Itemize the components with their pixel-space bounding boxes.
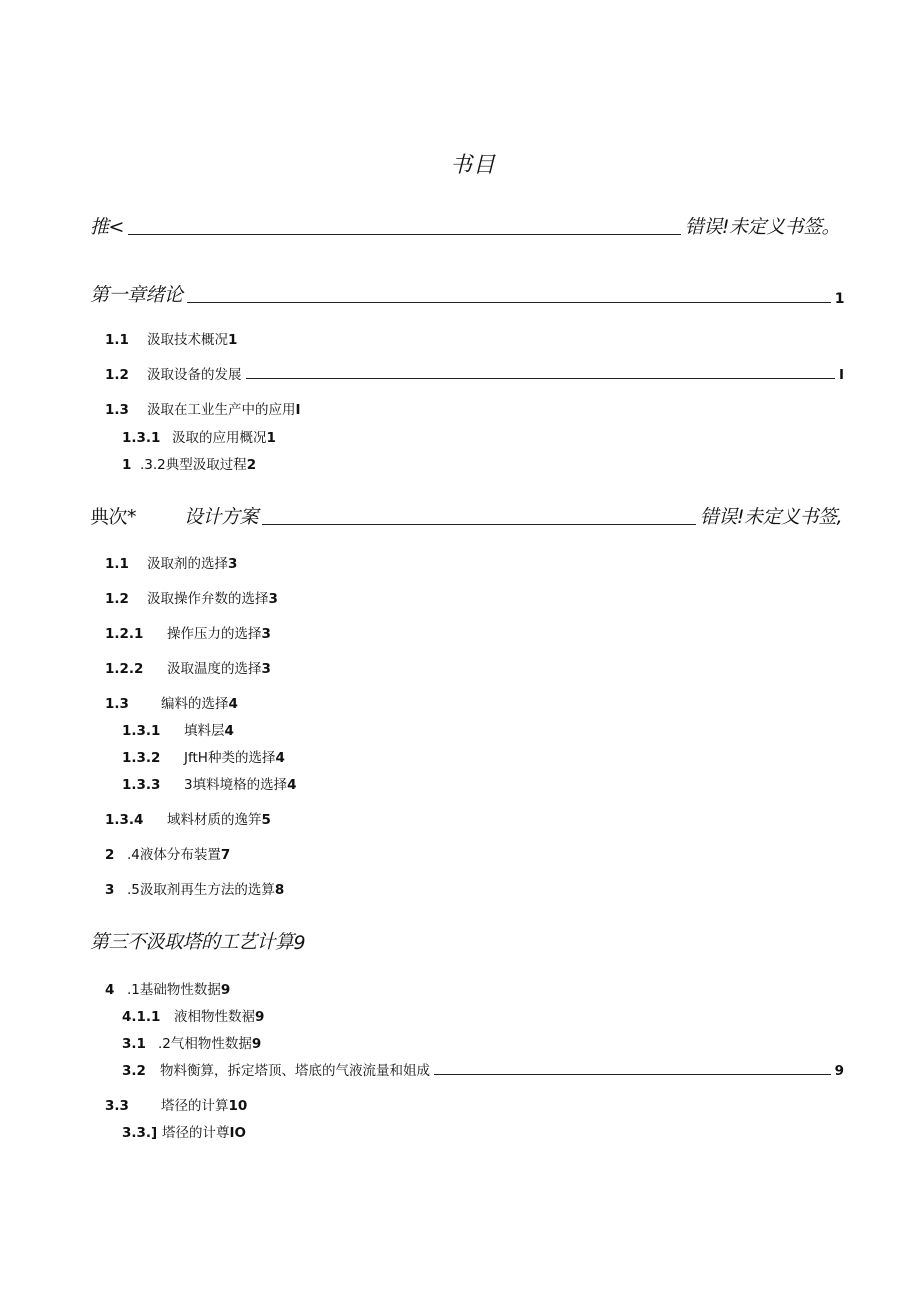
- toc-entry[interactable]: [105, 978, 230, 998]
- entry-text: .1基础物性数据: [127, 982, 221, 998]
- toc-entry[interactable]: [105, 328, 237, 348]
- toc-entry[interactable]: [105, 587, 278, 607]
- leader-line: [434, 1073, 831, 1075]
- toc-entry[interactable]: [105, 843, 230, 863]
- entry-text: 汲取剂的选择: [147, 556, 228, 572]
- toc-entry[interactable]: [105, 622, 271, 642]
- entry-number: 1: [122, 457, 132, 473]
- entry-text: 汲取的应用概况: [172, 430, 267, 446]
- toc-entry[interactable]: [122, 1032, 261, 1052]
- entry-text: 编料的选择: [161, 696, 229, 712]
- entry-page: 9: [220, 982, 231, 998]
- entry-page: 3: [261, 626, 271, 642]
- entry-page: 错误!未定义书签,: [699, 506, 842, 528]
- toc-entry-preface[interactable]: [90, 212, 840, 239]
- entry-number: 1.2.2: [105, 661, 144, 677]
- entry-text: 汲取操作弁数的选择: [147, 591, 269, 607]
- entry-page: I: [295, 402, 301, 418]
- leader-line: [187, 301, 831, 303]
- toc-entry-chapter-3[interactable]: [90, 927, 305, 954]
- toc-entry-chapter-2[interactable]: [90, 502, 842, 529]
- toc-entry[interactable]: [122, 1121, 246, 1141]
- entry-text: .2气相物性数据: [158, 1036, 252, 1052]
- entry-number: 1.1: [105, 332, 129, 348]
- entry-page: 10: [228, 1098, 248, 1114]
- entry-page: 9: [251, 1036, 262, 1052]
- toc-entry[interactable]: [105, 552, 237, 572]
- toc-entry[interactable]: [122, 1059, 844, 1079]
- entry-number: 3.2: [122, 1063, 146, 1079]
- entry-number: 1.3.2: [122, 750, 161, 766]
- entry-number: 1.3.3: [122, 777, 161, 793]
- entry-text: 填料层: [184, 723, 225, 739]
- entry-page: 5: [261, 812, 271, 828]
- toc-entry[interactable]: [105, 808, 271, 828]
- entry-text: 第三不汲取塔的工艺计算: [90, 931, 294, 953]
- toc-entry[interactable]: [122, 773, 297, 793]
- entry-page: 4: [287, 777, 297, 793]
- entry-number: 典次*: [90, 506, 137, 528]
- toc-entry[interactable]: [105, 878, 284, 898]
- entry-number: 1.1: [105, 556, 129, 572]
- entry-text: 推<: [90, 216, 124, 238]
- leader-line: [262, 523, 696, 525]
- toc-entry[interactable]: [122, 426, 276, 446]
- entry-text: 物料衡算，拆定塔顶、塔底的气液流量和姐成: [160, 1063, 430, 1079]
- entry-number: 1.2: [105, 591, 129, 607]
- leader-line: [128, 233, 681, 235]
- entry-page: 8: [274, 882, 285, 898]
- entry-number: 1.3: [105, 696, 129, 712]
- entry-text: 塔径的计算: [161, 1098, 229, 1114]
- entry-number: 3.3: [105, 1098, 129, 1114]
- entry-page: 9: [834, 1063, 844, 1079]
- toc-entry-chapter-1[interactable]: [90, 280, 844, 307]
- entry-number: 3.1: [122, 1036, 146, 1052]
- toc-entry[interactable]: [122, 1005, 264, 1025]
- entry-text: .3.2典型汲取过程: [140, 457, 247, 473]
- entry-page: 4: [228, 696, 238, 712]
- entry-number: 3: [105, 882, 115, 898]
- toc-entry[interactable]: [122, 453, 256, 473]
- entry-number: 1.3: [105, 402, 129, 418]
- entry-number: 4.1.1: [122, 1009, 161, 1025]
- entry-text: 域料材质的逸笄: [167, 812, 262, 828]
- entry-page: 3: [268, 591, 278, 607]
- entry-text: 汲取设备的发展: [147, 367, 242, 383]
- entry-number: 1.3.1: [122, 723, 161, 739]
- entry-text: JftH种类的选择: [184, 750, 276, 766]
- entry-number: 1.3.4: [105, 812, 144, 828]
- entry-number: 1.2.1: [105, 626, 144, 642]
- entry-page: 错误!未定义书签。: [684, 216, 840, 238]
- entry-page: 2: [246, 457, 257, 473]
- entry-number: 3.3.]: [122, 1125, 158, 1141]
- entry-page: 9: [255, 1009, 265, 1025]
- entry-page: 3: [228, 556, 238, 572]
- toc-title: 书目: [449, 153, 496, 178]
- entry-text: .4液体分布装置: [127, 847, 221, 863]
- entry-page: 1: [834, 291, 844, 307]
- entry-text: 第一章绪论: [90, 284, 183, 306]
- toc-entry[interactable]: [122, 746, 285, 766]
- leader-line: [246, 377, 835, 379]
- entry-page: 3: [261, 661, 271, 677]
- entry-text: 液相物性数裾: [174, 1009, 255, 1025]
- entry-page: 9: [293, 932, 306, 954]
- entry-page: 7: [220, 847, 231, 863]
- toc-entry[interactable]: [105, 1094, 247, 1114]
- entry-number: 1.3.1: [122, 430, 161, 446]
- toc-entry[interactable]: [105, 398, 301, 418]
- entry-number: 2: [105, 847, 115, 863]
- entry-page: 4: [275, 750, 285, 766]
- entry-page: I: [838, 367, 844, 383]
- entry-text: .5汲取剂再生方法的选算: [127, 882, 275, 898]
- entry-number: 1.2: [105, 367, 129, 383]
- toc-entry[interactable]: [105, 363, 844, 383]
- entry-text: 操作压力的选择: [167, 626, 262, 642]
- entry-number: 4: [105, 982, 115, 998]
- entry-page: IO: [229, 1125, 246, 1141]
- toc-entry[interactable]: [122, 719, 234, 739]
- toc-entry[interactable]: [105, 692, 238, 712]
- entry-text: 汲取在工业生产中的应用: [147, 402, 296, 418]
- entry-page: 4: [224, 723, 234, 739]
- entry-text: 设计方案: [184, 506, 259, 528]
- entry-page: 1: [266, 430, 276, 446]
- entry-text: 汲取技术概况: [147, 332, 228, 348]
- entry-text: 3填料境格的选择: [184, 777, 288, 793]
- entry-text: 汲取温度的选择: [167, 661, 262, 677]
- entry-text: 塔径的计尊: [162, 1125, 230, 1141]
- toc-entry[interactable]: [105, 657, 271, 677]
- entry-page: 1: [228, 332, 238, 348]
